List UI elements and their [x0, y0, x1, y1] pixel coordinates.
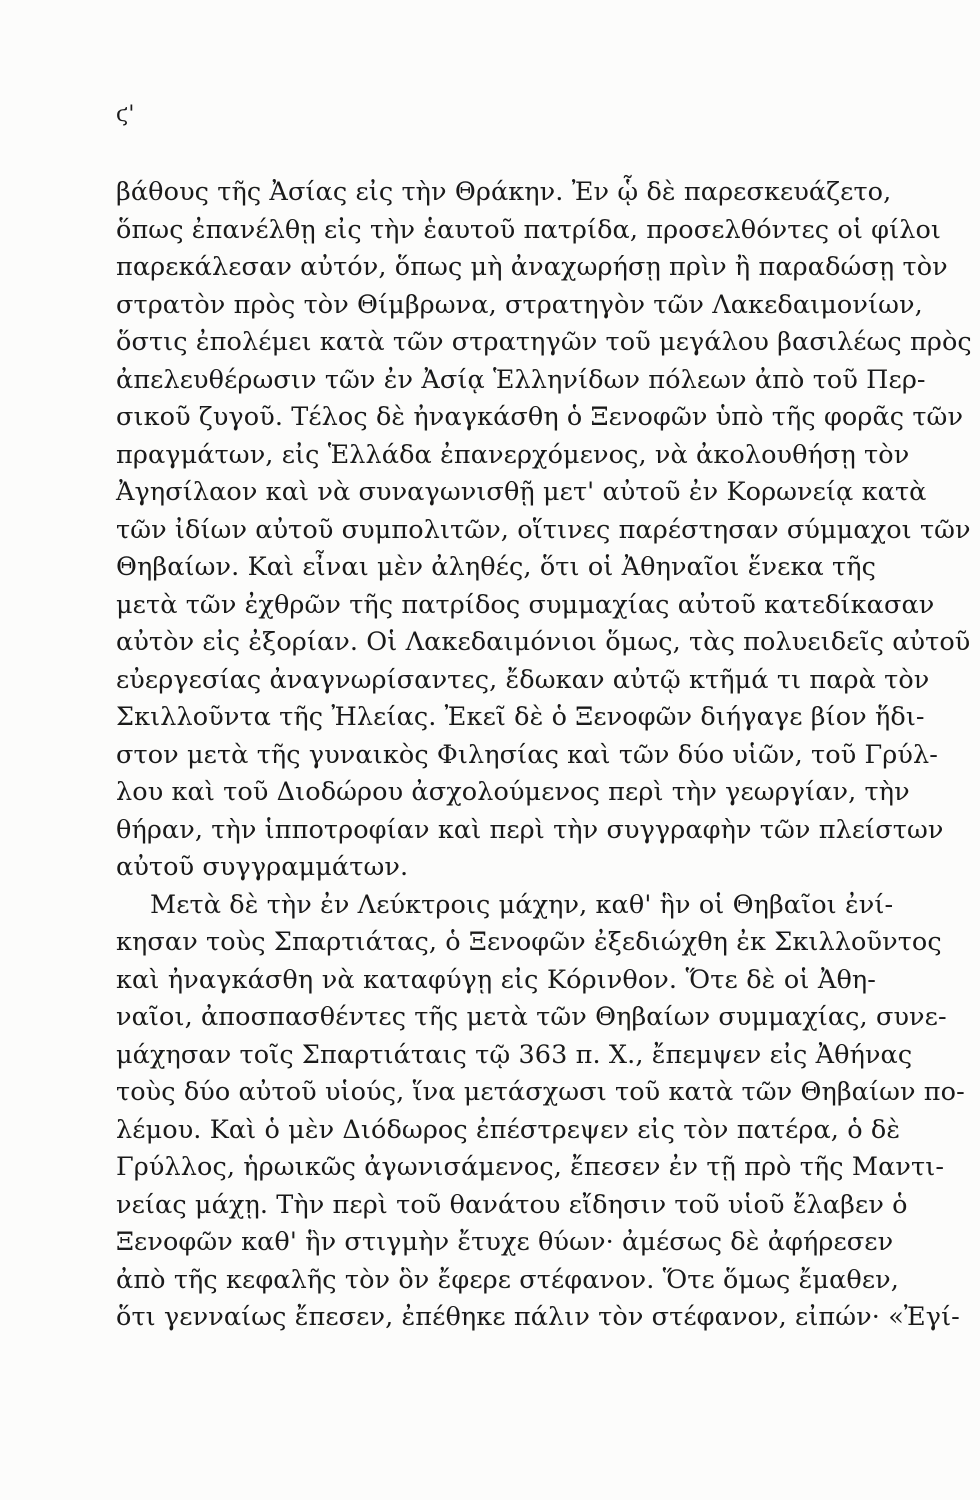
text-line: Ξενοφῶν καθ' ἣν στιγμὴν ἔτυχε θύων· ἀμέσως δὲ ἀφήρεσεν — [116, 1227, 894, 1257]
text-line: καὶ ἠναγκάσθη νὰ καταφύγῃ εἰς Κόρινθον. Ὅτε δὲ οἱ Ἀθη- — [116, 964, 876, 995]
text-line: Μετὰ δὲ τὴν ἐν Λεύκτροις μάχην, καθ' ἣν οἱ Θηβαῖοι ἐνί- — [150, 889, 894, 920]
text-line: Γρύλλος, ἡρωικῶς ἀγωνισάμενος, ἔπεσεν ἐν τῇ πρὸ τῆς Μαντι- — [116, 1152, 945, 1182]
text-line: στον μετὰ τῆς γυναικὸς Φιλησίας καὶ τῶν δύο υἱῶν, τοῦ Γρύλ- — [116, 739, 938, 770]
text-line: θήραν, τὴν ἱπποτροφίαν καὶ περὶ τὴν συγγραφὴν τῶν πλείστων — [116, 814, 944, 845]
text-line: σικοῦ ζυγοῦ. Τέλος δὲ ἠναγκάσθη ὁ Ξενοφῶν ὑπὸ τῆς φορᾶς τῶν — [116, 402, 964, 432]
text-line: εὐεργεσίας ἀναγνωρίσαντες, ἔδωκαν αὐτῷ κτῆμά τι παρὰ τὸν — [116, 664, 930, 695]
text-line: ἀπὸ τῆς κεφαλῆς τὸν ὃν ἔφερε στέφανον. Ὅτε ὅμως ἔμαθεν, — [116, 1264, 899, 1295]
text-line: στρατὸν πρὸς τὸν Θίμβρωνα, στρατηγὸν τῶν Λακεδαιμονίων, — [116, 289, 923, 320]
text-line: ὅπως ἐπανέλθῃ εἰς τὴν ἑαυτοῦ πατρίδα, προσελθόντες οἱ φίλοι — [116, 214, 941, 245]
text-line: ἀπελευθέρωσιν τῶν ἐν Ἀσίᾳ Ἑλληνίδων πόλεων ἀπὸ τοῦ Περ- — [116, 364, 926, 395]
text-line: ὅτι γενναίως ἔπεσεν, ἐπέθηκε πάλιν τὸν στέφανον, εἰπών· «Ἐγί- — [116, 1302, 960, 1332]
text-line: λέμου. Καὶ ὁ μὲν Διόδωρος ἐπέστρεψεν εἰς τὸν πατέρα, ὁ δὲ — [116, 1114, 901, 1145]
text-line: μετὰ τῶν ἐχθρῶν τῆς πατρίδος συμμαχίας αὐτοῦ κατεδίκασαν — [116, 589, 935, 620]
text-line: Ἀγησίλαον καὶ νὰ συναγωνισθῇ μετ' αὐτοῦ ἐν Κορωνείᾳ κατὰ — [116, 477, 927, 507]
text-line: τοὺς δύο αὐτοῦ υἱούς, ἵνα μετάσχωσι τοῦ κατὰ τῶν Θηβαίων πο- — [116, 1077, 965, 1107]
text-line: αὐτὸν εἰς ἐξορίαν. Οἱ Λακεδαιμόνιοι ὅμως, τὰς πολυειδεῖς αὐτοῦ — [116, 627, 971, 657]
text-line: ναῖοι, ἀποσπασθέντες τῆς μετὰ τῶν Θηβαίων συμμαχίας, συνε- — [116, 1002, 947, 1032]
text-line: τῶν ἰδίων αὐτοῦ συμπολιτῶν, οἵτινες παρέστησαν σύμμαχοι τῶν — [116, 514, 971, 545]
text-line: ὅστις ἐπολέμει κατὰ τῶν στρατηγῶν τοῦ μεγάλου βασιλέως πρὸς — [116, 327, 972, 357]
text-line: αὐτοῦ συγγραμμάτων. — [116, 852, 409, 882]
text-line: Θηβαίων. Καὶ εἶναι μὲν ἀληθές, ὅτι οἱ Ἀθηναῖοι ἕνεκα τῆς — [116, 552, 876, 582]
text-line: παρεκάλεσαν αὐτόν, ὅπως μὴ ἀναχωρήσῃ πρὶν ἢ παραδώσῃ τὸν — [116, 252, 948, 282]
text-line: λου καὶ τοῦ Διοδώρου ἀσχολούμενος περὶ τὴν γεωργίαν, τὴν — [116, 777, 910, 807]
text-line: κησαν τοὺς Σπαρτιάτας, ὁ Ξενοφῶν ἐξεδιώχθη ἐκ Σκιλλοῦντος — [116, 927, 942, 957]
text-line: βάθους τῆς Ἀσίας εἰς τὴν Θράκην. Ἐν ᾧ δὲ παρεσκευάζετο, — [116, 177, 892, 207]
text-line: νείας μάχῃ. Τὴν περὶ τοῦ θανάτου εἴδησιν τοῦ υἱοῦ ἔλαβεν ὁ — [116, 1189, 908, 1220]
text-line: Σκιλλοῦντα τῆς Ἠλείας. Ἐκεῖ δὲ ὁ Ξενοφῶν διήγαγε βίον ἥδι- — [116, 702, 925, 732]
page-number: ϛ' — [116, 102, 135, 127]
text-line: πραγμάτων, εἰς Ἑλλάδα ἐπανερχόμενος, νὰ ἀκολουθήσῃ τὸν — [116, 439, 910, 470]
text-line: μάχησαν τοῖς Σπαρτιάταις τῷ 363 π. Χ., ἔπεμψεν εἰς Ἀθήνας — [116, 1039, 913, 1070]
body-text — [116, 174, 972, 1337]
